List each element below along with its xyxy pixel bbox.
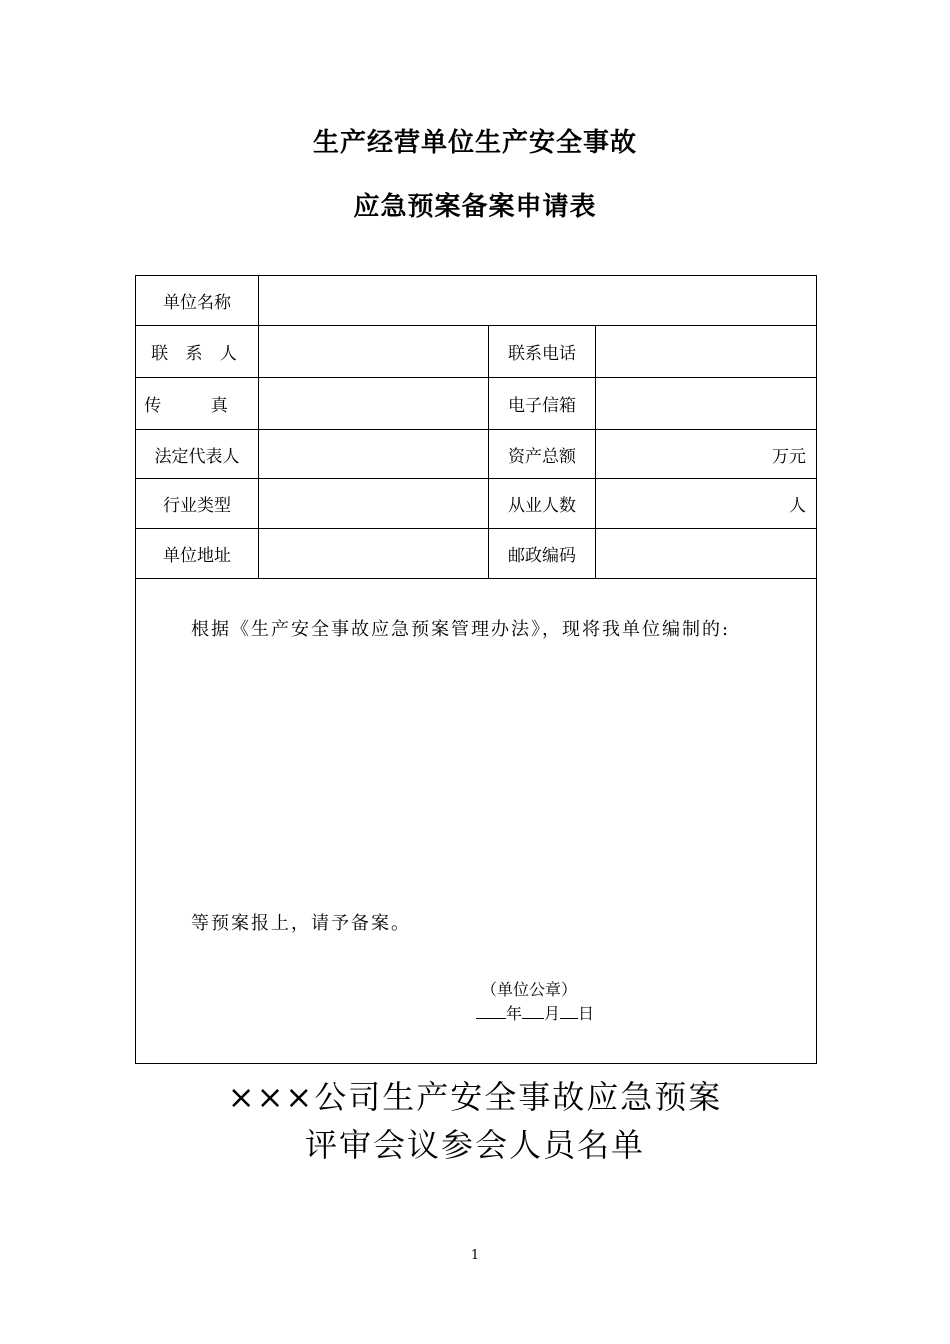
row-industry (136, 479, 817, 529)
date-line (476, 1001, 594, 1024)
phone-label: 联系电话 (489, 326, 596, 378)
intro-text: 根据《生产安全事故应急预案管理办法》，现将我单位编制的: (191, 619, 731, 640)
closing-text: 等预案报上，请予备案。 (191, 913, 411, 934)
filing-application-table (135, 275, 817, 1064)
form-title-line1: 生产经营单位生产安全事故 (312, 128, 637, 158)
employees-unit: 人 (789, 496, 807, 516)
email-field[interactable] (596, 378, 817, 430)
fax-label: 传 真 (136, 378, 259, 430)
year-blank[interactable] (476, 1004, 506, 1019)
year-label: 年 (506, 1004, 523, 1023)
seal-text: （单位公章） (481, 980, 578, 999)
statement-cell (136, 579, 817, 1064)
review-title-line1: ×××公司生产安全事故应急预案 (227, 1078, 723, 1116)
email-label: 电子信箱 (489, 378, 596, 430)
row-statement (136, 579, 817, 1064)
row-fax (136, 378, 817, 430)
row-legal-rep (136, 430, 817, 479)
industry-field[interactable] (259, 479, 489, 529)
phone-field[interactable] (596, 326, 817, 378)
review-title-line2: 评审会议参会人员名单 (304, 1126, 645, 1164)
unit-name-field[interactable] (259, 276, 817, 326)
assets-label: 资产总额 (489, 430, 596, 479)
contact-field[interactable] (259, 326, 489, 378)
unit-name-label: 单位名称 (136, 276, 259, 326)
assets-unit: 万元 (772, 446, 807, 467)
month-label: 月 (544, 1004, 561, 1023)
industry-label: 行业类型 (136, 479, 259, 529)
month-blank[interactable] (522, 1004, 544, 1019)
day-blank[interactable] (560, 1004, 578, 1019)
postcode-label: 邮政编码 (489, 529, 596, 579)
legal-rep-label: 法定代表人 (136, 430, 259, 479)
row-unit-name (136, 276, 817, 326)
day-label: 日 (578, 1004, 595, 1023)
form-title-line2: 应急预案备案申请表 (353, 192, 597, 222)
postcode-field[interactable] (596, 529, 817, 579)
address-field[interactable] (259, 529, 489, 579)
employees-field[interactable] (596, 479, 817, 529)
assets-field[interactable] (596, 430, 817, 479)
page-number: 1 (470, 1248, 480, 1263)
row-contact (136, 326, 817, 378)
legal-rep-field[interactable] (259, 430, 489, 479)
employees-label: 从业人数 (489, 479, 596, 529)
fax-field[interactable] (259, 378, 489, 430)
row-address (136, 529, 817, 579)
contact-label: 联 系 人 (136, 326, 259, 378)
address-label: 单位地址 (136, 529, 259, 579)
